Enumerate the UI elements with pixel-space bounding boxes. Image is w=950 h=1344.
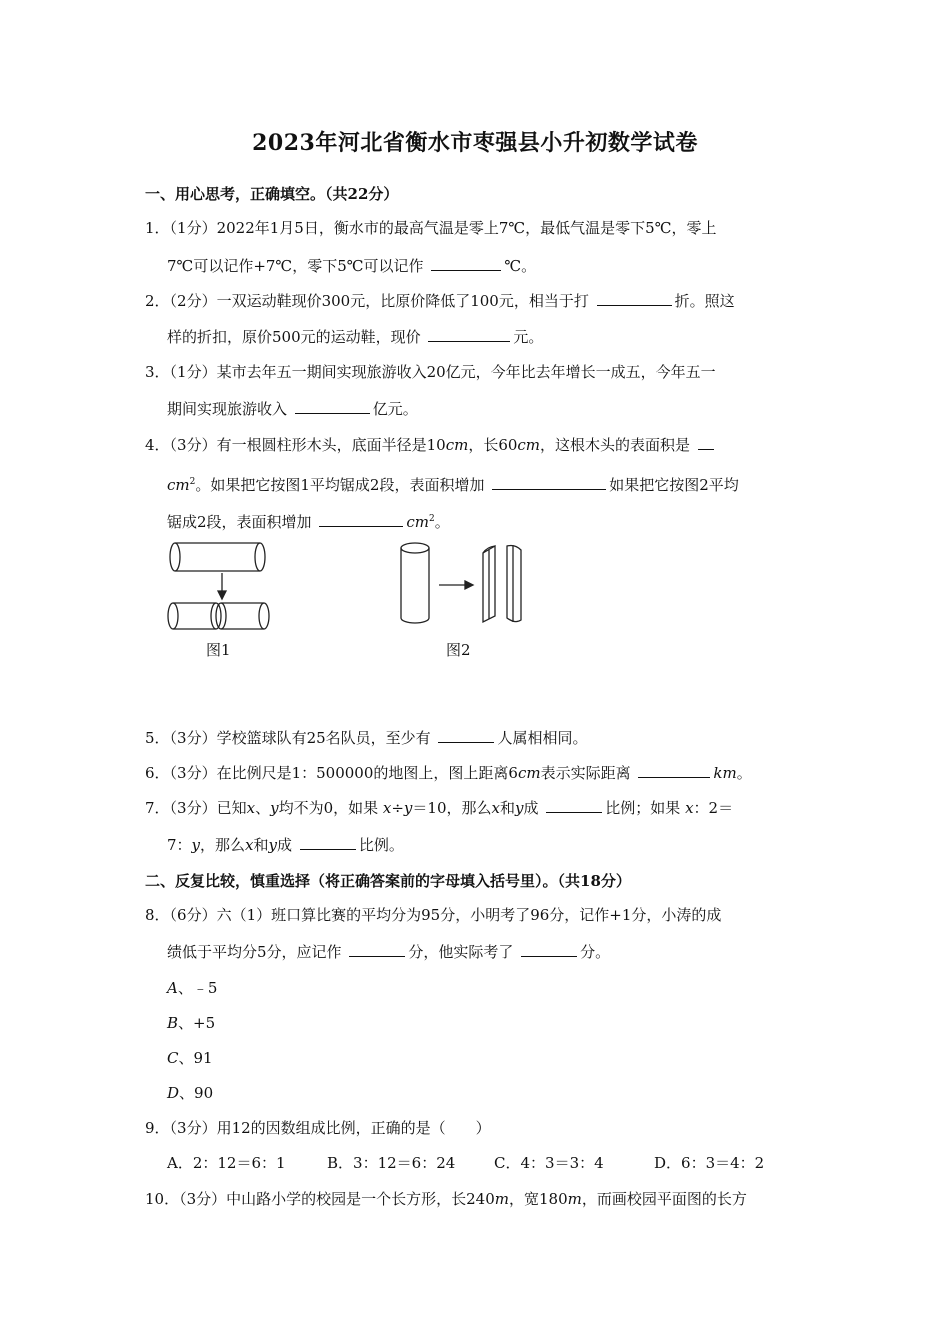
figure-2-cylinder-diagram — [395, 538, 535, 628]
question-9-line-1: 9．（3分）用12的因数组成比例，正确的是（ ） — [145, 1119, 491, 1137]
question-2-line-1: 2．（2分）一双运动鞋现价300元，比原价降低了100元，相当于打 折。照这 — [145, 292, 735, 310]
answer-blank[interactable] — [546, 798, 602, 813]
answer-blank[interactable] — [428, 327, 510, 342]
answer-blank[interactable] — [638, 763, 710, 778]
answer-blank[interactable] — [698, 435, 714, 450]
page-title: 2023年河北省衡水市枣强县小升初数学试卷 — [252, 130, 698, 156]
answer-blank[interactable] — [300, 835, 356, 850]
question-5-line-1: 5．（3分）学校篮球队有25名队员，至少有 人属相相同。 — [145, 729, 588, 747]
option-d[interactable]: D、90 — [167, 1084, 214, 1102]
option-b[interactable]: B．3：12＝6：24 — [327, 1154, 456, 1172]
question-2-line-2: 样的折扣，原价500元的运动鞋，现价 元。 — [167, 328, 544, 346]
figure-1-label: 图1 — [206, 641, 231, 659]
option-a[interactable]: A、﹣5 — [167, 979, 218, 997]
answer-blank[interactable] — [349, 942, 405, 957]
question-6-line-1: 6．（3分）在比例尺是1：500000的地图上，图上距离6cm表示实际距离 km。 — [145, 764, 752, 782]
question-8-line-1: 8．（6分）六（1）班口算比赛的平均分为95分，小明考了96分，记作+1分，小涛的成 — [145, 906, 722, 924]
answer-blank[interactable] — [521, 942, 577, 957]
option-c[interactable]: C．4：3＝3：4 — [494, 1154, 604, 1172]
answer-blank[interactable] — [431, 256, 501, 271]
answer-blank[interactable] — [597, 291, 672, 306]
question-1-line-2: 7℃可以记作+7℃，零下5℃可以记作 ℃。 — [167, 257, 537, 275]
figure-1-cylinder-diagram — [160, 535, 280, 635]
question-number: 1． — [145, 219, 170, 237]
question-4-line-2: $cm^2$。如果把它按图1平均锯成2段，表面积增加 如果把它按图2平均 — [167, 476, 739, 494]
answer-blank[interactable] — [438, 728, 494, 743]
question-1-line-1: 1．（1分）2022年1月5日，衡水市的最高气温是零上7℃，最低气温是零下5℃，零上 — [145, 219, 717, 237]
answer-blank[interactable] — [319, 512, 403, 527]
question-3-line-1: 3．（1分）某市去年五一期间实现旅游收入20亿元，今年比去年增长一成五，今年五一 — [145, 363, 716, 381]
section-heading-1: 一、用心思考，正确填空。（共22分） — [145, 185, 399, 203]
question-4-line-3: 锯成2段，表面积增加 $cm^2$。 — [167, 513, 450, 531]
question-3-line-2: 期间实现旅游收入 亿元。 — [167, 400, 418, 418]
option-b[interactable]: B、+5 — [167, 1014, 216, 1032]
figure-2-label: 图2 — [446, 641, 471, 659]
question-8-line-2: 绩低于平均分5分，应记作 分，他实际考了 分。 — [167, 943, 611, 961]
option-a[interactable]: A．2：12＝6：1 — [167, 1154, 286, 1172]
option-c[interactable]: C、91 — [167, 1049, 213, 1067]
question-10-line-1: 10．（3分）中山路小学的校园是一个长方形，长240m，宽180m，而画校园平面图的长方 — [145, 1190, 747, 1208]
answer-blank[interactable] — [295, 399, 370, 414]
question-4-line-1: 4．（3分）有一根圆柱形木头，底面半径是10cm，长60cm，这根木头的表面积是 — [145, 434, 717, 456]
question-7-line-1: 7．（3分）已知x、y均不为0，如果 x÷y＝10，那么x和y成 比例；如果 x：2＝ — [145, 799, 734, 817]
section-heading-2: 二、反复比较，慎重选择（将正确答案前的字母填入括号里）。（共18分） — [145, 872, 631, 890]
answer-blank[interactable] — [492, 475, 606, 490]
question-7-line-2: 7：y，那么x和y成 比例。 — [167, 836, 404, 854]
option-d[interactable]: D．6：3＝4：2 — [654, 1154, 765, 1172]
